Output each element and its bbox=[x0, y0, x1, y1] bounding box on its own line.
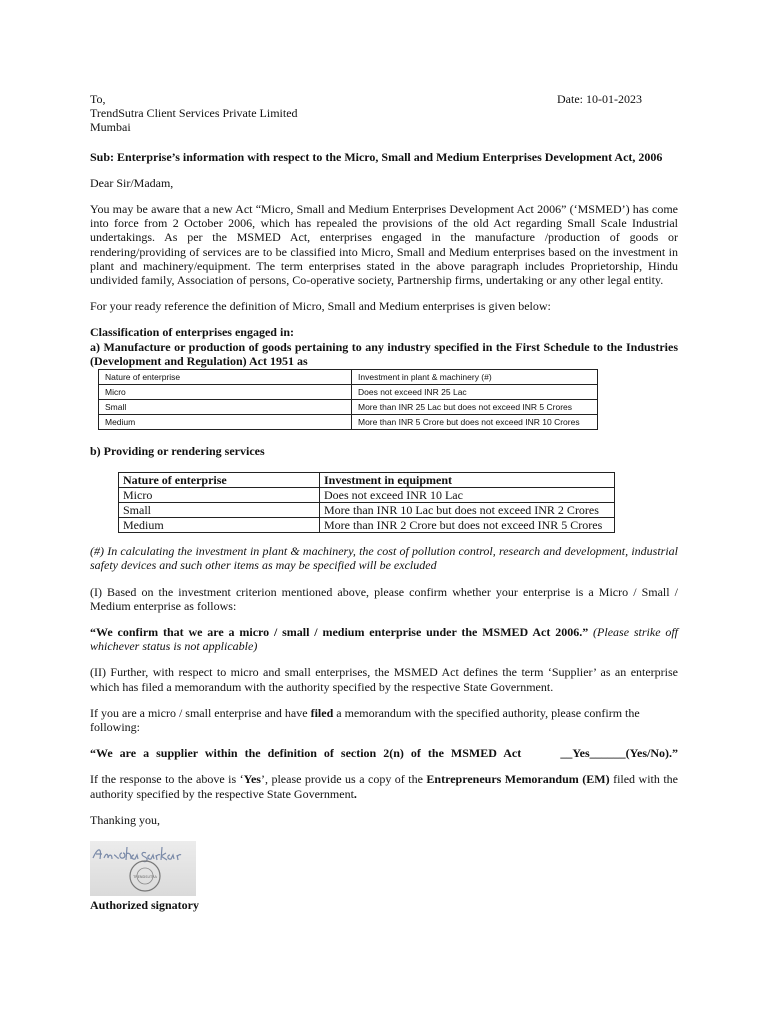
table-row bbox=[99, 400, 598, 415]
handwritten-signature bbox=[93, 847, 181, 862]
company-stamp bbox=[130, 861, 160, 891]
stamp-text: TRENDSUTRA bbox=[133, 875, 157, 880]
table-row bbox=[119, 518, 615, 533]
address-block bbox=[90, 92, 678, 135]
confirmation-bold: “We confirm that we are a micro / small / medium enterprise under the MSMED Act 2006.” bbox=[90, 625, 589, 640]
filed-post: a memorandum with the specified authority, please confirm the following: bbox=[90, 705, 640, 735]
closing-line: Thanking you, bbox=[90, 812, 160, 827]
table_a-header-cell: Nature of enterprise bbox=[99, 370, 352, 385]
table_b-header-cell: Nature of enterprise bbox=[119, 473, 320, 488]
em-request-paragraph bbox=[90, 772, 678, 800]
table-cell: More than INR 2 Crore but does not exceed INR 5 Crores bbox=[320, 518, 615, 533]
supplier-definition-paragraph: (II) Further, with respect to micro and small enterprises, the MSMED Act defines the term ‘Supplier’ as an enterprise which has filed a memorandum with the authority specified by the respective State Government. bbox=[90, 665, 678, 694]
em-yes: Yes bbox=[243, 772, 261, 787]
table-cell: More than INR 10 Lac but does not exceed INR 2 Crores bbox=[320, 503, 615, 518]
confirmation-statement bbox=[90, 625, 678, 653]
table-cell: More than INR 25 Lac but does not exceed INR 5 Crores bbox=[352, 400, 598, 415]
filed-pre: If you are a micro / small enterprise and have bbox=[90, 705, 308, 720]
letter-content bbox=[90, 92, 678, 912]
table-cell: Small bbox=[119, 503, 320, 518]
table-cell: Micro bbox=[119, 488, 320, 503]
recipient-company: TrendSutra Client Services Private Limited bbox=[90, 106, 298, 121]
em-period: . bbox=[353, 786, 357, 801]
signature-image bbox=[90, 841, 196, 896]
letter-date: Date: 10-01-2023 bbox=[557, 92, 642, 106]
criterion-paragraph: (I) Based on the investment criterion mentioned above, please confirm whether your enterprise is a Micro / Small / Medium enterprise as follows: bbox=[90, 584, 678, 613]
table_a-header-cell: Investment in plant & machinery (#) bbox=[352, 370, 598, 385]
table-row bbox=[99, 415, 598, 430]
em-memorandum: Entrepreneurs Memorandum (EM) bbox=[426, 772, 610, 787]
confirmation-italic: (Please strike off whichever status is not applicable) bbox=[90, 625, 679, 654]
table-services bbox=[118, 472, 615, 533]
signatory-label: Authorized signatory bbox=[90, 898, 199, 913]
subject-line: Sub: Enterprise’s information with respect to the Micro, Small and Medium Enterprises Development Act, 2006 bbox=[90, 149, 663, 164]
to-line: To, bbox=[90, 92, 106, 106]
table-row bbox=[119, 488, 615, 503]
table-cell: Micro bbox=[99, 385, 352, 400]
table_b-header-cell: Investment in equipment bbox=[320, 473, 615, 488]
salutation: Dear Sir/Madam, bbox=[90, 175, 174, 190]
table-cell: Medium bbox=[119, 518, 320, 533]
recipient-address bbox=[90, 92, 298, 135]
em-p1: If the response to the above is ‘ bbox=[90, 772, 244, 787]
table-manufacturing bbox=[98, 369, 598, 430]
filed-bold: filed bbox=[310, 705, 334, 720]
classification-heading: Classification of enterprises engaged in: bbox=[90, 325, 294, 340]
table-cell: Does not exceed INR 25 Lac bbox=[352, 385, 598, 400]
table-cell: Medium bbox=[99, 415, 352, 430]
table-cell: Does not exceed INR 10 Lac bbox=[320, 488, 615, 503]
table-cell: Small bbox=[99, 400, 352, 415]
table-row bbox=[119, 503, 615, 518]
reference-paragraph: For your ready reference the definition of Micro, Small and Medium enterprises is given below: bbox=[90, 299, 551, 314]
table-row bbox=[99, 385, 598, 400]
table_a-header-row bbox=[99, 370, 598, 385]
signature-svg bbox=[90, 841, 196, 896]
section-a-heading: a) Manufacture or production of goods pertaining to any industry specified in the First Schedule to the Industries (Development and Regulation) Act 1951 as bbox=[90, 339, 678, 368]
section-b-heading: b) Providing or rendering services bbox=[90, 444, 265, 459]
em-p2: ’, please provide us a copy of the bbox=[260, 772, 427, 787]
em-p3: filed with the authority specified by the respective State Government bbox=[90, 772, 679, 801]
filed-paragraph bbox=[90, 706, 678, 734]
table-cell: More than INR 5 Crore but does not exceed INR 10 Crores bbox=[352, 415, 598, 430]
intro-paragraph: You may be aware that a new Act “Micro, Small and Medium Enterprises Development Act 2006” (‘MSMED’) has come into force from 2 October 2006, which has repealed the provisions of the old Act regarding Small Scale Industrial undertakings. As per the MSMED Act, enterprises engaged in the manufacture /production of goods or rendering/providing of services are to be classified into Micro, Small and Medium enterprises based on the investment in plant and machinery/equipment. The term enterprises stated in the above paragraph includes Proprietorship, Hindu undivided family, Association of persons, Co-operative society, Partnership firms, undertaking or any other legal entity. bbox=[90, 202, 678, 288]
recipient-city: Mumbai bbox=[90, 120, 131, 135]
table_b-header-row bbox=[119, 473, 615, 488]
supplier-confirmation-answer: __Yes______(Yes/No).” bbox=[560, 746, 678, 761]
footnote-note: (#) In calculating the investment in plant & machinery, the cost of pollution control, research and development, industrial safety devices and such other items as may be specified will be excluded bbox=[90, 544, 678, 573]
supplier-confirmation bbox=[90, 746, 678, 760]
supplier-confirmation-text: “We are a supplier within the definition of section 2(n) of the MSMED Act bbox=[90, 746, 522, 761]
